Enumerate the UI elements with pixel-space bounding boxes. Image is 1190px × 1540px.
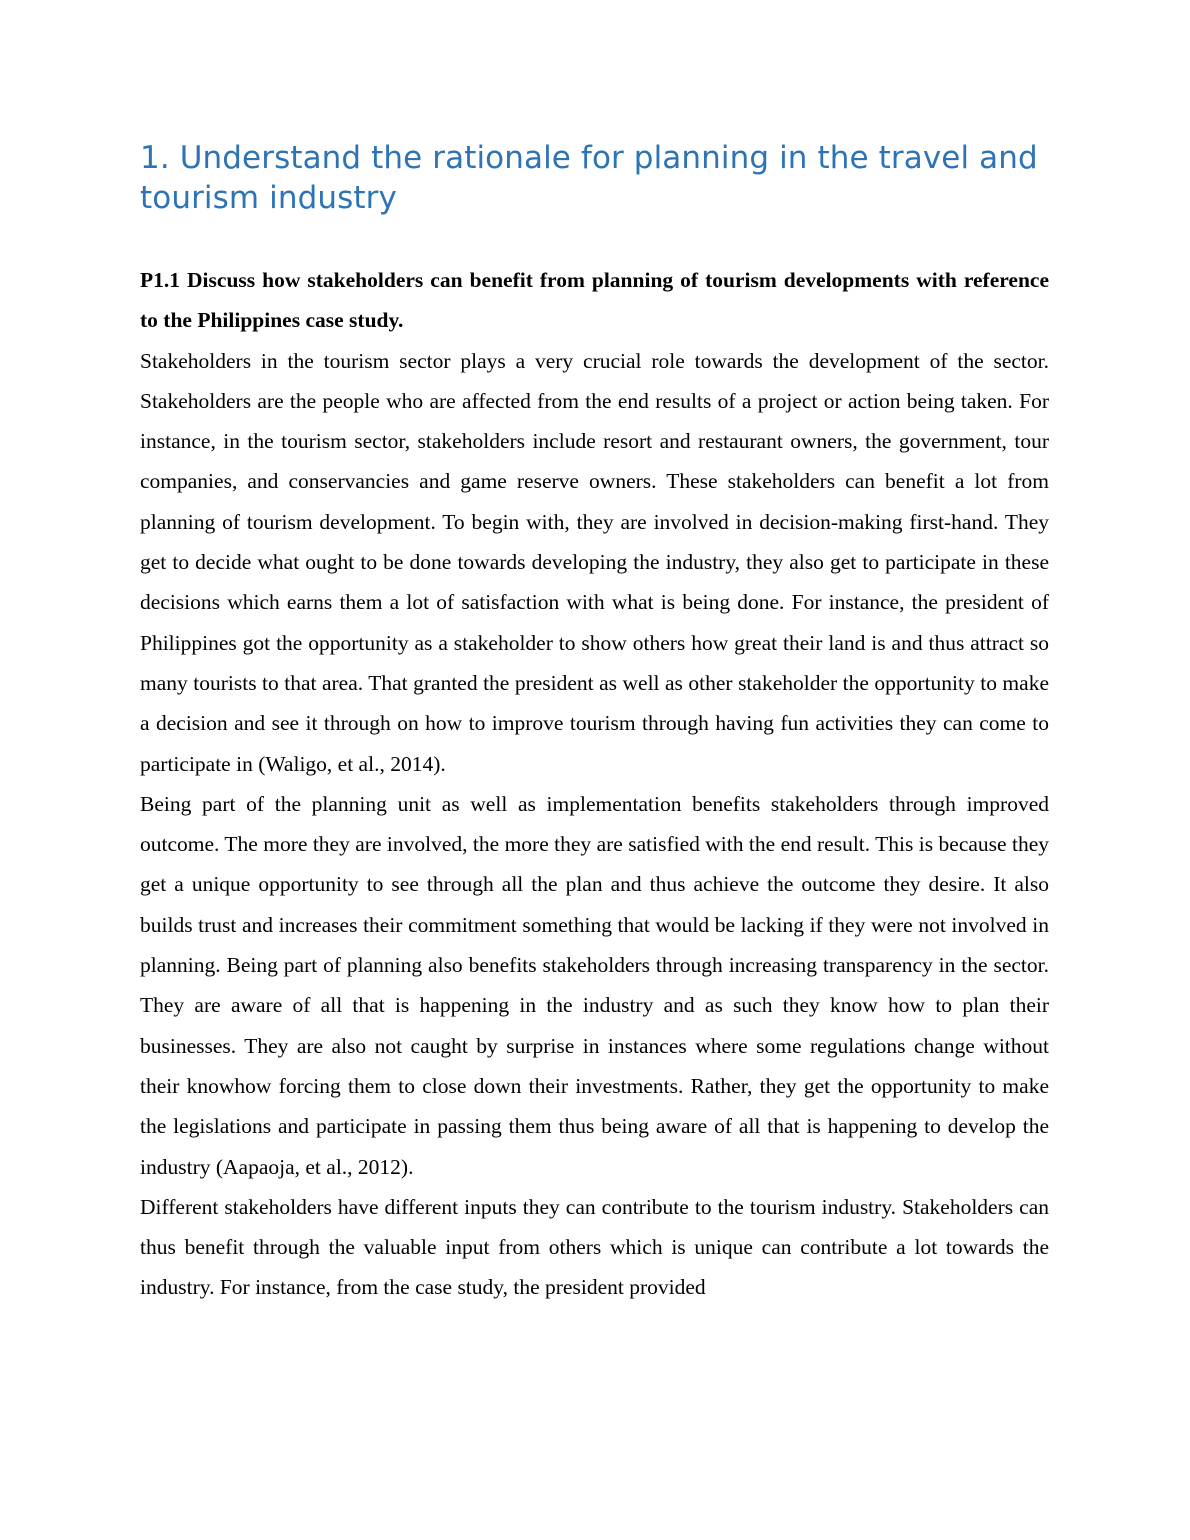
body-paragraph-2: Being part of the planning unit as well as implementation benefits stakeholders through improved outcome. The more they are involved, the more they are satisfied with the end result. This is because they get a unique opportunity to see through all the plan and thus achieve the outcome they desire. It also builds trust and increases their commitment something that would be lacking if they were not involved in planning. Being part of planning also benefits stakeholders through increasing transparency in the sector. They are aware of all that is happening in the industry and as such they know how to plan their businesses. They are also not caught by surprise in instances where some regulations change without their knowhow forcing them to close down their investments. Rather, they get the opportunity to make the legislations and participate in passing them thus being aware of all that is happening to develop the industry (Aapaoja, et al., 2012). xyxy=(140,791,1049,1179)
document-page xyxy=(140,138,1049,1308)
body-paragraph-3: Different stakeholders have different inputs they can contribute to the tourism industry. Stakeholders can thus benefit through the valuable input from others which is unique can contribute a lot towards the industry. For instance, from the case study, the president provided xyxy=(140,1194,1049,1300)
section-heading: 1. Understand the rationale for planning in the travel and tourism industry xyxy=(140,140,1038,216)
body-paragraph-1: Stakeholders in the tourism sector plays a very crucial role towards the development of the sector. Stakeholders are the people who are affected from the end results of a project or action being taken. For instance, in the tourism sector, stakeholders include resort and restaurant owners, the government, tour companies, and conservancies and game reserve owners. These stakeholders can benefit a lot from planning of tourism development. To begin with, they are involved in decision-making first-hand. They get to decide what ought to be done towards developing the industry, they also get to participate in these decisions which earns them a lot of satisfaction with what is being done. For instance, the president of Philippines got the opportunity as a stakeholder to show others how great their land is and thus attract so many tourists to that area. That granted the president as well as other stakeholder the opportunity to make a decision and see it through on how to improve tourism through having fun activities they can come to participate in (Waligo, et al., 2014). xyxy=(140,348,1049,776)
question-subheading: P1.1 Discuss how stakeholders can benefit from planning of tourism developments with reference to the Philippines case study. xyxy=(140,268,1049,333)
